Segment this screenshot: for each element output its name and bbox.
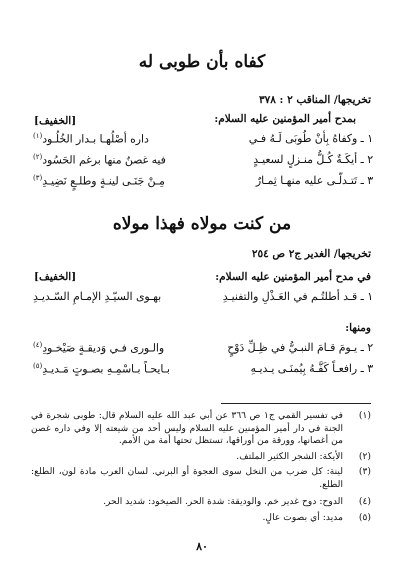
meter-label: [الخفيف] [34,271,77,283]
occasion-line: في مدح أمير المؤمنين عليه السلام: [215,271,371,283]
footnote-3 [31,466,371,494]
verse-second-hemistich: والـورى فـي وَديقـةٍ صَيْخـودِ$^{(٤)}$ [33,341,165,355]
footnote-2 [31,451,371,465]
footnote-text: الدوح: دوح غدير خم. والوديقة: شدة الحر. الصيخود: شديد الحر. [103,496,343,507]
footnote-number: (٣) [358,466,371,477]
verse-3 [33,174,373,192]
footnote-ref: (٥) [33,362,43,370]
verse-first-hemistich: ١ ـ وكفاهُ بِأنْ طُوبَى لَـهُ فـي [248,132,373,145]
verse-first-hemistich: ٢ ـ يـومَ قـامَ النبـيُّ في ظِـلِّ دَوْحٍ [227,341,373,354]
verse-first-hemistich: ٣ ـ رافعـاً كَفَّـهُ بِيُمنَـى يـديـهِ [250,362,373,375]
verse-second-hemistich: فيه غصنٌ منها برغم الحَسُود$^{(٢)}$ [33,153,166,167]
verse-1 [33,132,373,150]
footnote-text: مديد: أي بصوت عالٍ. [262,512,343,523]
verse-first-hemistich: ١ ـ قـد أطلتُـم في العَـذْلِ والتفنيـدِ [222,290,373,303]
footnote-4 [31,496,371,510]
footnote-ref: (٢) [33,153,43,161]
page-number: ٨٠ [196,540,208,553]
verse-second-hemistich: مِـنْ جَنَـى لينـةٍ وطلـعٍ نَضِيـدِ$^{(٣)}$ [33,174,165,188]
verse-1 [33,290,373,308]
footnote-ref: (١) [33,132,43,140]
footnote-separator [221,403,371,404]
footnote-ref: (٤) [33,341,43,349]
verse-3 [33,362,373,380]
section-title: كفاه بأن طوبى له [138,52,266,72]
and-from-it-label: ومنها: [345,322,371,334]
footnote-number: (٢) [358,451,371,462]
footnote-ref: (٣) [33,174,43,182]
source-line: تخريجها/ المناقب ٢ : ٣٧٨ [258,94,371,106]
verse-second-hemistich: بهـوى السيّـدِ الإمـامِ السّـديـدِ [33,290,162,303]
verse-second-hemistich: بـايحـاً بـاسْمِـهِ بصـوتٍ مَـديـدِ$^{(٥)}$ [33,362,170,376]
footnote-number: (٥) [358,512,371,523]
verse-first-hemistich: ٣ ـ تَتـدلّـى عليه منهـا ثِمـارٌ [255,174,373,187]
verse-2 [33,153,373,171]
verse-first-hemistich: ٢ ـ أيكَـةٌ كُـلُّ منـزلٍ لسعيـدٍ [253,153,373,166]
footnote-5 [31,512,371,526]
occasion-line: بمدح أمير المؤمنين عليه السلام: [214,113,356,125]
footnote-number: (٤) [358,496,371,507]
verse-second-hemistich: داره أصْلُهـا بـدار الخُلُـود$^{(١)}$ [33,132,149,146]
footnote-text: الأيكة: الشجر الكثير الملتف. [236,451,343,462]
footnote-number: (١) [358,410,371,421]
footnote-1 [31,410,371,450]
footnote-text: في تفسير القمي ج١ ص ٣٦٦ عن أبي عبد الله عليه السلام قال: طوبى شجرة في الجنة في دار أمير المؤمنين عليه السلام وليس أحد من شيعته إلا وفي داره غصن من أغصانها، وورقة من أوراقها، تستظل تحتها أمة من الأمم. [31,410,343,446]
source-line: تخريجها/ الغدير ج٢ ص ٢٥٤ [251,248,371,260]
footnote-text: لينة: كل ضرب من النخل سوى العجوة أو البرني. لسان العرب مادة لون، الطلع: الطلع. [31,466,343,490]
meter-label: [الخفيف] [34,115,77,127]
section-title: من كنت مولاه فهذا مولاه [112,214,292,234]
verse-2 [33,341,373,359]
